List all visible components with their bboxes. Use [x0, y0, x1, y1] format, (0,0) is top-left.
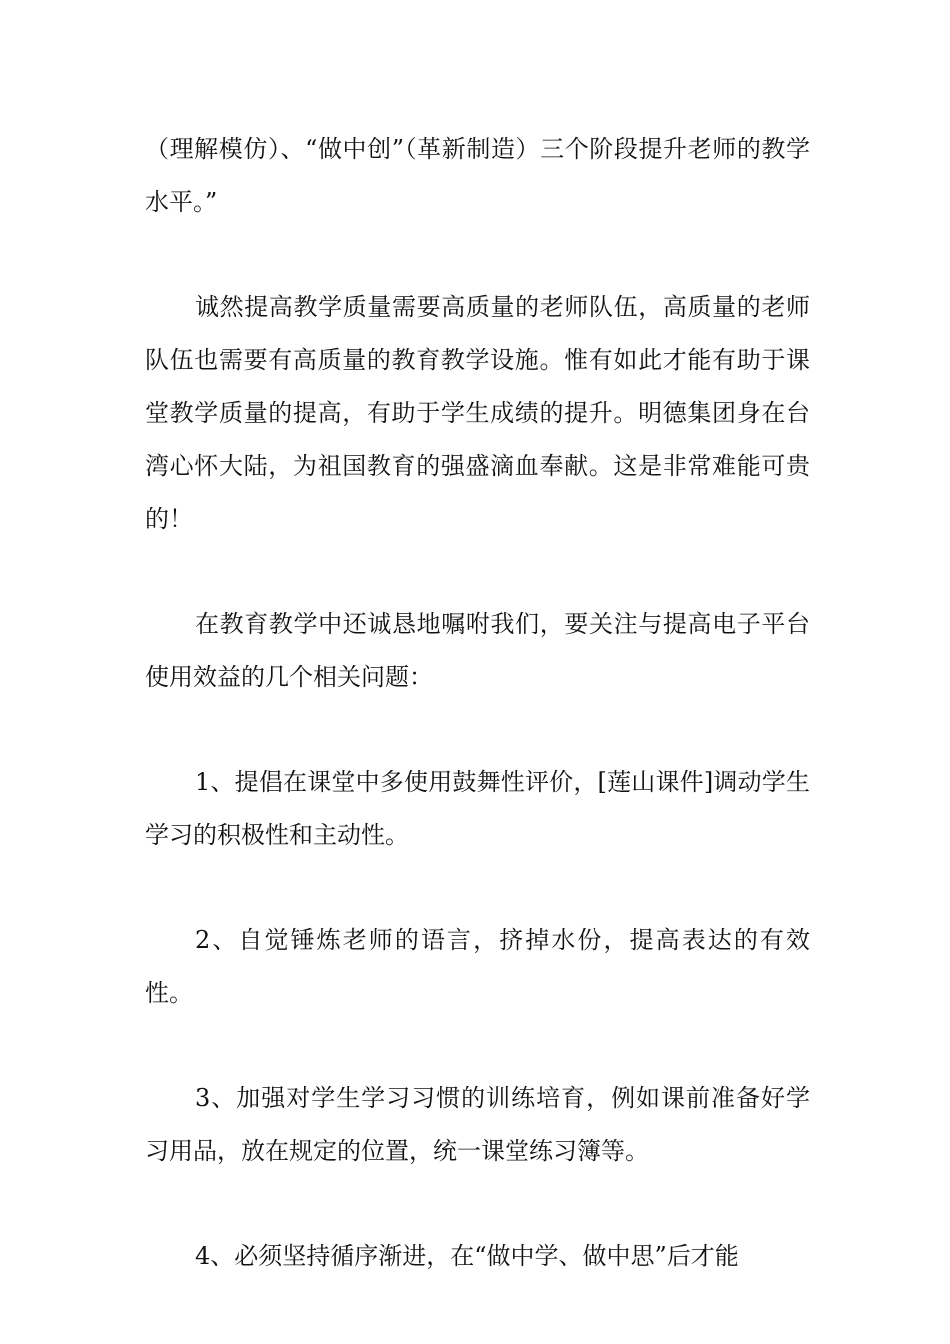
- list-item-4: 4、必须坚持循序渐进，在“做中学、做中思”后才能: [195, 1242, 739, 1270]
- list-item-3: 3、加强对学生学习习惯的训练培育，例如课前准备好学习用品，放在规定的位置，统一课堂练习簿等。: [145, 1084, 810, 1165]
- paragraph-gap: [145, 704, 810, 756]
- paragraph-teaching-quality: 诚然提高教学质量需要高质量的老师队伍，高质量的老师队伍也需要有高质量的教育教学设施。惟有如此才能有助于课堂教学质量的提高，有助于学生成绩的提升。明德集团身在台湾心怀大陆，为祖国教育的强盛滴血奉献。这是非常难能可贵的！: [145, 293, 810, 533]
- list-item-1: 1、提倡在课堂中多使用鼓舞性评价，[莲山课件]调动学生学习的积极性和主动性。: [145, 768, 810, 849]
- paragraph-gap: [145, 1020, 810, 1072]
- paragraph-gap: [145, 546, 810, 598]
- paragraph-gap: [145, 1178, 810, 1230]
- paragraph-electronic-platform: 在教育教学中还诚恳地嘱咐我们，要关注与提高电子平台使用效益的几个相关问题：: [145, 610, 810, 691]
- paragraph-continuation: （理解模仿）、“做中创”（革新制造）三个阶段提升老师的教学水平。”: [145, 135, 810, 216]
- paragraph-gap: [145, 229, 810, 281]
- document-body: [145, 123, 810, 1283]
- list-item-2: 2、自觉锤炼老师的语言，挤掉水份，提高表达的有效性。: [145, 926, 810, 1007]
- paragraph-gap: [145, 862, 810, 914]
